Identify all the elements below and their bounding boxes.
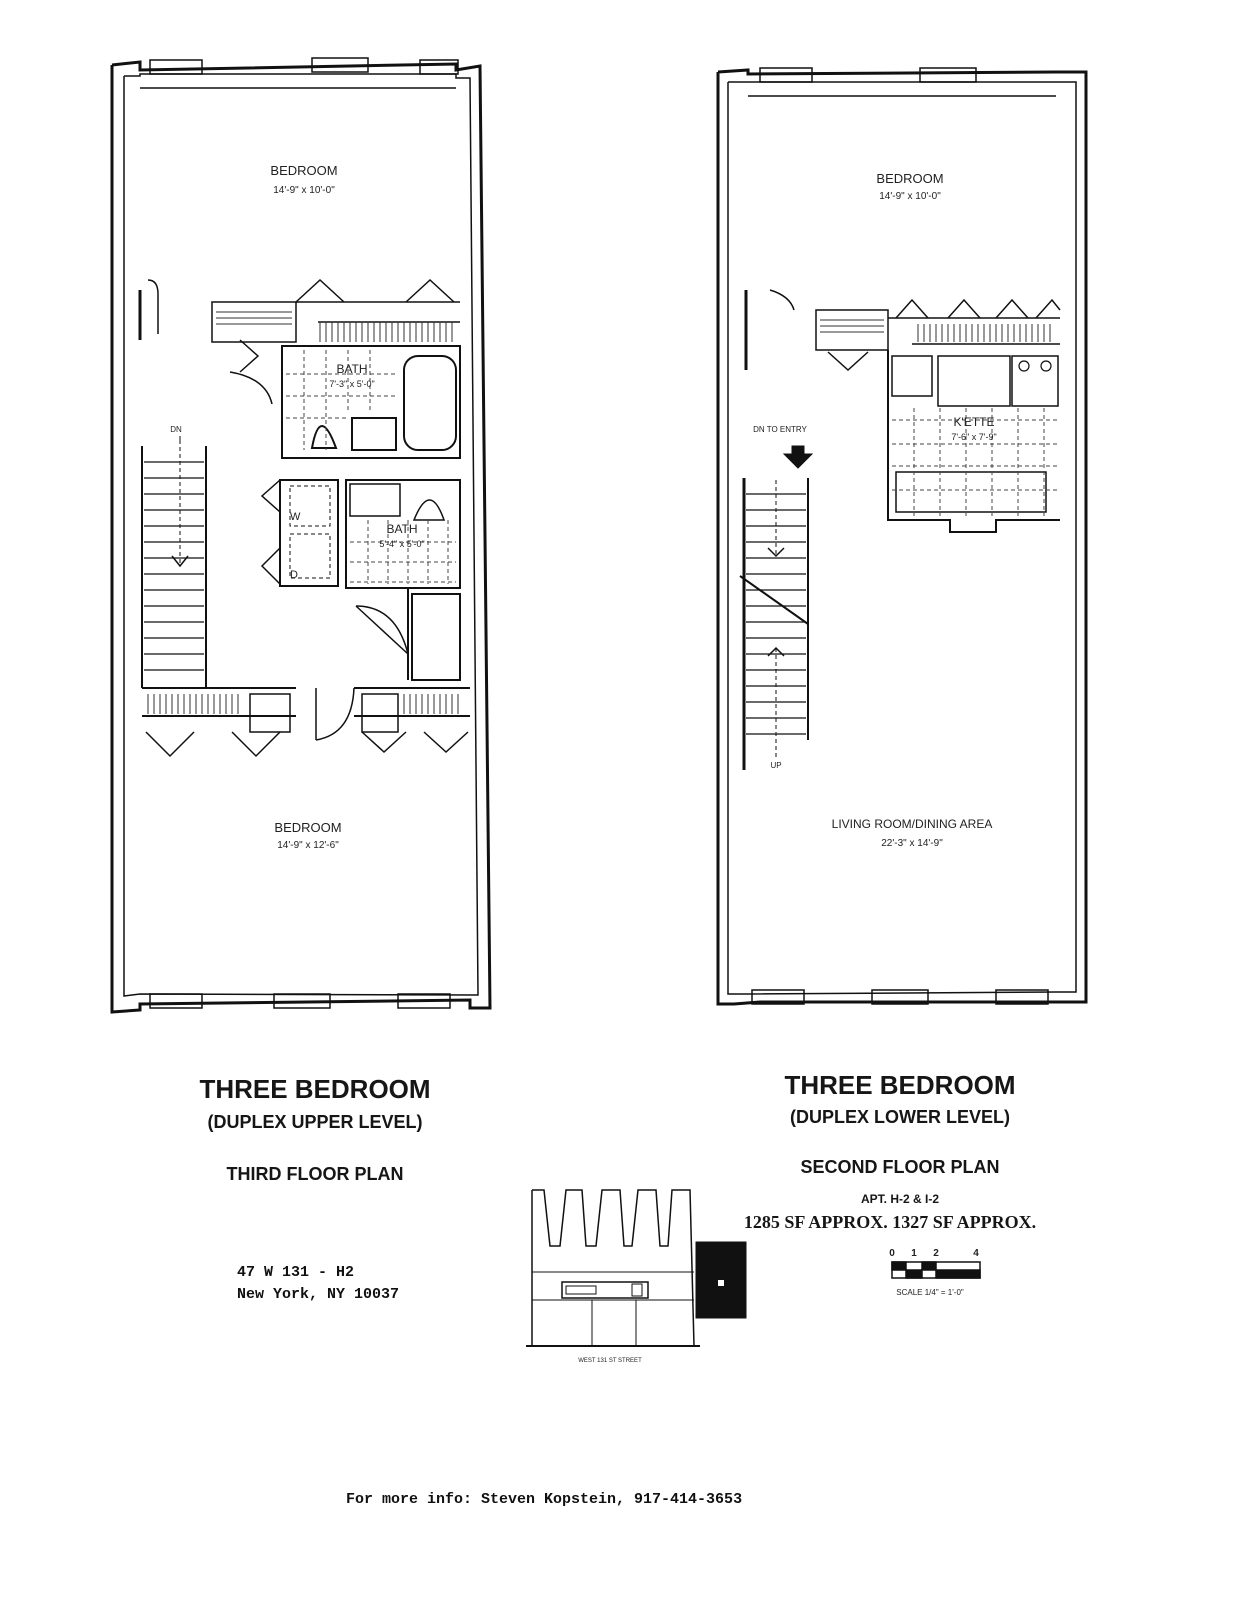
upper-stair-label: DN	[170, 425, 182, 434]
address-line-1: 47 W 131 - H2	[237, 1264, 355, 1281]
stair-down-label: DN TO ENTRY	[753, 425, 807, 434]
dryer-label: D	[290, 569, 298, 581]
stair-up-label: UP	[770, 761, 782, 770]
scale-bar	[892, 1262, 980, 1278]
upper-caption-title: THREE BEDROOM	[199, 1074, 431, 1104]
upper-bedroom-top-dims: 14'-9" x 10'-0"	[273, 185, 335, 196]
upper-exterior-walls	[112, 58, 490, 1012]
living-room-dims: 22'-3" x 14'-9"	[881, 838, 943, 849]
living-room-name: LIVING ROOM/DINING AREA	[831, 817, 993, 831]
lower-bedroom-name: BEDROOM	[876, 171, 944, 186]
lower-bedroom-dims: 14'-9" x 10'-0"	[879, 191, 941, 202]
upper-bedroom-top-name: BEDROOM	[270, 163, 338, 178]
upper-stair	[142, 436, 206, 688]
upper-bath-1-name: BATH	[336, 362, 368, 376]
upper-bedroom-bottom-name: BEDROOM	[274, 820, 342, 835]
scale-label: SCALE 1/4" = 1'-0"	[896, 1288, 964, 1297]
kitchenette-name: K'ETTE	[953, 415, 995, 429]
scale-tick-0: 0	[889, 1248, 895, 1259]
upper-laundry-closet	[262, 480, 338, 586]
upper-bath-1	[282, 346, 460, 458]
upper-bath-2-name: BATH	[386, 522, 418, 536]
lower-closets	[746, 290, 1060, 370]
upper-caption-subtitle: (DUPLEX UPPER LEVEL)	[207, 1112, 423, 1132]
lower-caption-subtitle: (DUPLEX LOWER LEVEL)	[790, 1107, 1010, 1127]
upper-closets-bottom	[142, 688, 470, 756]
lower-caption-floor: SECOND FLOOR PLAN	[800, 1157, 1000, 1177]
apartment-label: APT. H-2 & I-2	[860, 1192, 939, 1206]
scale-tick-1: 1	[911, 1248, 917, 1259]
key-plan-street-label: WEST 131 ST STREET	[578, 1358, 642, 1364]
address-line-2: New York, NY 10037	[237, 1286, 400, 1303]
lower-closet-shelving	[820, 320, 1050, 342]
lower-caption-title: THREE BEDROOM	[784, 1070, 1016, 1100]
upper-caption-floor: THIRD FLOOR PLAN	[226, 1164, 404, 1184]
lower-level-plan	[718, 68, 1086, 1004]
washer-label: W	[290, 511, 301, 523]
upper-bedroom-bottom-dims: 14'-9" x 12'-6"	[277, 840, 339, 851]
kitchenette-dims: 7'-6" x 7'-9"	[951, 432, 997, 442]
lower-exterior-walls	[718, 68, 1086, 1004]
upper-closet-shelving	[216, 312, 452, 342]
upper-level-plan	[112, 58, 490, 1012]
scale-tick-4: 4	[973, 1248, 979, 1259]
contact-info: For more info: Steven Kopstein, 917-414-3653	[346, 1491, 743, 1508]
scale-tick-2: 2	[933, 1248, 939, 1259]
upper-bath-1-dims: 7'-3" x 5'-0"	[329, 379, 375, 389]
area-label: 1285 SF APPROX. 1327 SF APPROX.	[743, 1212, 1037, 1232]
upper-bath-2-dims: 5'-4" x 5'-0"	[379, 539, 425, 549]
upper-closet-bottom-shelving	[148, 694, 458, 714]
lower-stair	[740, 446, 812, 770]
